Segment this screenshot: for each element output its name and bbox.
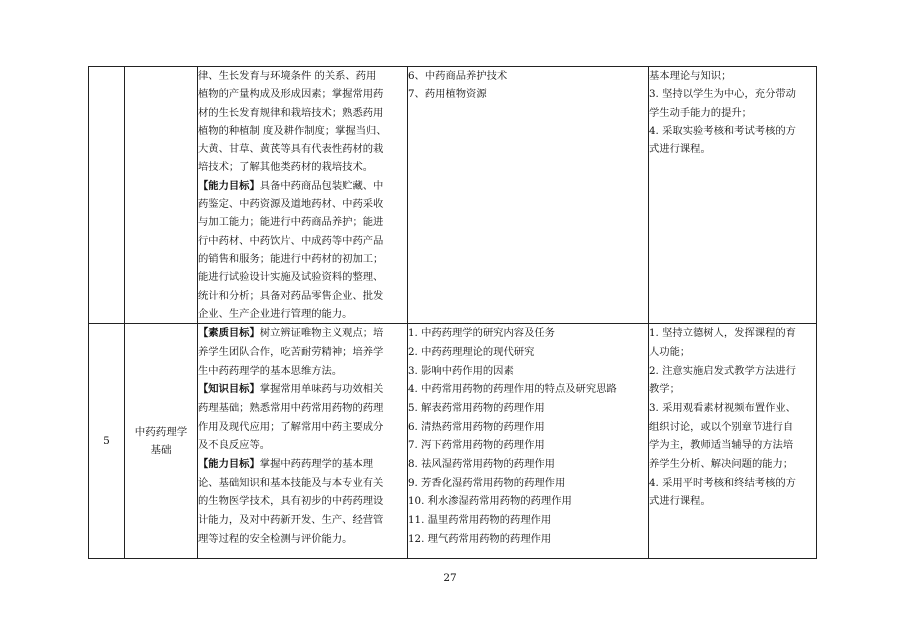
objective-text: 培技术；了解其他类药材的栽培技术。: [198, 161, 374, 174]
content-line: 7. 泻下药常用药物的药理作用: [408, 439, 545, 452]
objective-line: [198, 418, 407, 437]
objective-text: 的销售和服务；能进行中药材的初加工；: [198, 252, 384, 265]
content-line: 3. 影响中药作用的因素: [408, 364, 514, 377]
content-line: 6、中药商品养护技术: [408, 70, 508, 82]
objective-text: 作用及现代应用；了解常用中药主要成分: [198, 420, 384, 433]
objective-heading: 【能力目标】: [198, 179, 260, 192]
requirement-line: 教学；: [649, 383, 680, 396]
objective-text: 计能力，及对中药新开发、生产、经营管: [198, 514, 384, 527]
requirement-line: 组织讨论，或以个别章节进行自: [649, 420, 794, 433]
objective-text: 与加工能力；能进行中药商品养护；能进: [198, 216, 384, 229]
requirement-line: 学为主，教师适当辅导的方法培: [649, 439, 794, 452]
course-objectives-cell: [198, 324, 408, 559]
objective-text: 律、生长发育与环境条件 的关系、药用: [198, 70, 377, 82]
requirement-line: 2. 注意实施启发式教学方法进行: [649, 364, 796, 377]
requirement-line: 学生动手能力的提升；: [649, 106, 752, 119]
content-line: 7、药用植物资源: [408, 88, 487, 101]
objective-text: 企业、生产企业进行管理的能力。: [198, 307, 353, 320]
objective-line: [198, 436, 407, 455]
objective-line: [198, 67, 407, 85]
objective-line: [198, 399, 407, 418]
requirement-line: 养学生分析、解决问题的能力；: [649, 458, 794, 471]
objective-text: 理等过程的安全检测与评价能力。: [198, 532, 353, 545]
objective-line: [198, 268, 407, 286]
requirement-line: 3. 坚持以学生为中心，充分带动: [649, 88, 796, 101]
objective-line: [198, 287, 407, 305]
content-line: 6. 清热药常用药物的药理作用: [408, 420, 545, 433]
teaching-requirements-cell: [649, 67, 817, 324]
requirement-line: 4. 采用平时考核和终结考核的方: [649, 476, 796, 489]
objective-line: [198, 158, 407, 176]
requirement-line: 3. 采用观看素材视频布置作业、: [649, 401, 796, 414]
course-content-cell: [408, 324, 649, 559]
objective-text: 及不良反应等。: [198, 439, 271, 452]
content-line: 11. 温里药常用药物的药理作用: [408, 514, 552, 527]
objective-heading: 【能力目标】: [198, 458, 260, 471]
content-line: 1. 中药药理学的研究内容及任务: [408, 327, 555, 340]
objective-text: 论、基础知识和基本技能及与本专业有关: [198, 476, 384, 489]
content-line: 12. 理气药常用药物的药理作用: [408, 532, 552, 545]
objective-text: 掌握常用单味药与功效相关: [259, 383, 384, 396]
course-number-cell: [89, 67, 125, 324]
objective-line: [198, 455, 407, 474]
objective-line: [198, 362, 407, 381]
course-content-cell: [408, 67, 649, 324]
objective-line: [198, 343, 407, 362]
objective-line: [198, 213, 407, 231]
objective-line: [198, 492, 407, 511]
objective-line: [198, 324, 407, 343]
course-name-cell: [125, 324, 198, 559]
course-name-cell: [125, 67, 198, 324]
course-name-line: 基础: [150, 444, 172, 457]
objective-heading: 【知识目标】: [198, 383, 260, 396]
objective-text: 统计和分析；具备对药品零售企业、批发: [198, 289, 384, 302]
requirement-line: 式进行课程。: [649, 143, 711, 156]
objective-text: 掌握中药药理学的基本理: [259, 458, 374, 471]
objective-text: 材的生长发育规律和栽培技术；熟悉药用: [198, 106, 384, 119]
objective-text: 养学生团队合作，吃苦耐劳精神；培养学: [198, 345, 384, 358]
objective-text: 能进行试验设计实施及试验资料的整理、: [198, 271, 384, 284]
objective-text: 植物的种植制 度及耕作制度；掌握当归、: [198, 124, 387, 137]
objective-line: [198, 380, 407, 399]
content-line: 9. 芳香化湿药常用药物的药理作用: [408, 476, 566, 489]
objective-text: 生中药药理学的基本思维方法。: [198, 364, 343, 377]
objective-text: 的生物医学技术，具有初步的中药药理设: [198, 495, 384, 508]
objective-line: [198, 104, 407, 122]
content-line: 8. 祛风湿药常用药物的药理作用: [408, 458, 555, 471]
objective-line: [198, 122, 407, 140]
requirement-line: 1. 坚持立德树人，发挥课程的育: [649, 327, 796, 340]
objective-line: [198, 195, 407, 213]
course-objectives-cell: [198, 67, 408, 324]
objective-heading: 【素质目标】: [198, 327, 260, 340]
table-row: [89, 67, 817, 324]
content-line: 5. 解表药常用药物的药理作用: [408, 401, 545, 414]
teaching-requirements-cell: [649, 324, 817, 559]
requirement-line: 基本理论与知识；: [649, 70, 732, 82]
page-number: 27: [443, 572, 457, 584]
objective-line: [198, 474, 407, 493]
objective-text: 药鉴定、中药资源及道地药材、中药采收: [198, 198, 384, 211]
objective-text: 行中药材、中药饮片、中成药等中药产品: [198, 234, 384, 247]
objective-line: [198, 85, 407, 103]
course-name-line: 中药药理学: [134, 426, 188, 439]
content-line: 4. 中药常用药物的药理作用的特点及研究思路: [408, 383, 617, 396]
objective-text: 植物的产量构成及形成因素；掌握常用药: [198, 88, 384, 101]
requirement-line: 式进行课程。: [649, 495, 711, 508]
objective-line: [198, 140, 407, 158]
objective-line: [198, 177, 407, 195]
objective-line: [198, 305, 407, 323]
objective-text: 大黄、甘草、黄芪等具有代表性药材的栽: [198, 143, 384, 156]
objective-text: 树立辨证唯物主义观点；培: [259, 327, 384, 340]
course-table: [88, 66, 817, 559]
requirement-line: 人功能；: [649, 345, 691, 358]
objective-line: [198, 250, 407, 268]
requirement-line: 4. 采取实验考核和考试考核的方: [649, 124, 796, 137]
objective-line: [198, 530, 407, 549]
table-row: [89, 324, 817, 559]
objective-text: 具备中药商品包装贮藏、中: [259, 179, 384, 192]
content-line: 2. 中药药理理论的现代研究: [408, 345, 535, 358]
objective-line: [198, 511, 407, 530]
course-number-cell: 5: [89, 324, 125, 559]
objective-line: [198, 232, 407, 250]
objective-text: 药理基础；熟悉常用中药常用药物的药理: [198, 401, 384, 414]
content-line: 10. 利水渗湿药常用药物的药理作用: [408, 495, 572, 508]
